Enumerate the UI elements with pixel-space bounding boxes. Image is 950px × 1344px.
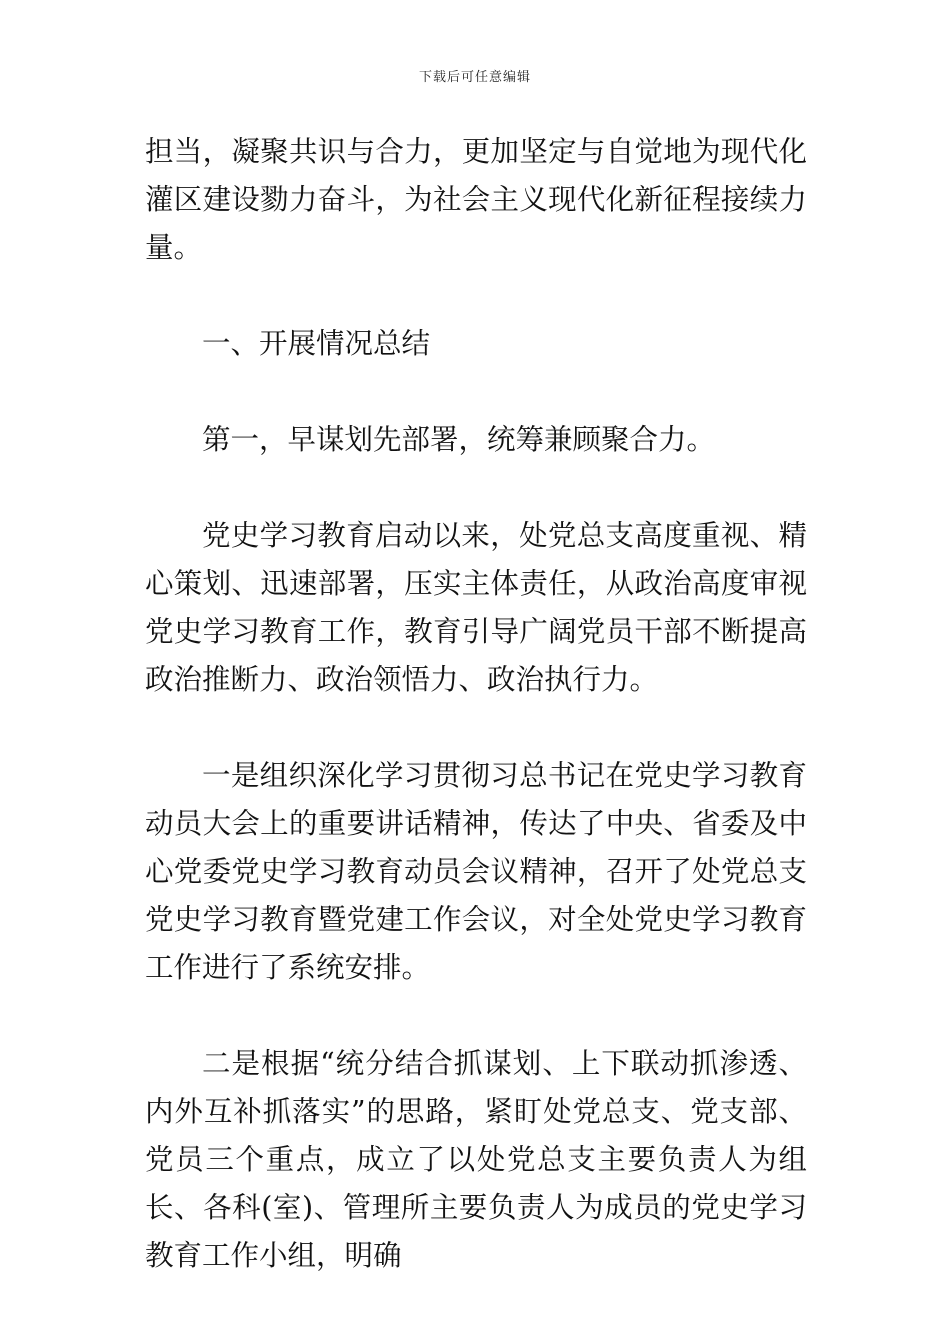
header-note: 下载后可任意编辑: [418, 70, 531, 85]
paragraph-continuation: 担当，凝聚共识与合力，更加坚定与自觉地为现代化灌区建设勠力奋斗，为社会主义现代化新征程接续力量。: [145, 135, 807, 264]
subsection-heading: 第一，早谋划先部署，统筹兼顾聚合力。: [202, 423, 716, 456]
section-heading: 一、开展情况总结: [202, 327, 431, 360]
paragraph-point-two: 二是根据“统分结合抓谋划、上下联动抓渗透、内外互补抓落实”的思路，紧盯处党总支、党支部、党员三个重点，成立了以处党总支主要负责人为组长、各科(室)、管理所主要负责人为成员的党史学习教育工作小组，明确: [145, 1047, 807, 1272]
document-body: [145, 128, 807, 1280]
paragraph-point-one: 一是组织深化学习贯彻习总书记在党史学习教育动员大会上的重要讲话精神，传达了中央、省委及中心党委党史学习教育动员会议精神，召开了处党总支党史学习教育暨党建工作会议，对全处党史学习教育工作进行了系统安排。: [145, 759, 807, 984]
paragraph-overview: 党史学习教育启动以来，处党总支高度重视、精心策划、迅速部署，压实主体责任，从政治高度审视党史学习教育工作，教育引导广阔党员干部不断提高政治推断力、政治领悟力、政治执行力。: [145, 519, 807, 696]
